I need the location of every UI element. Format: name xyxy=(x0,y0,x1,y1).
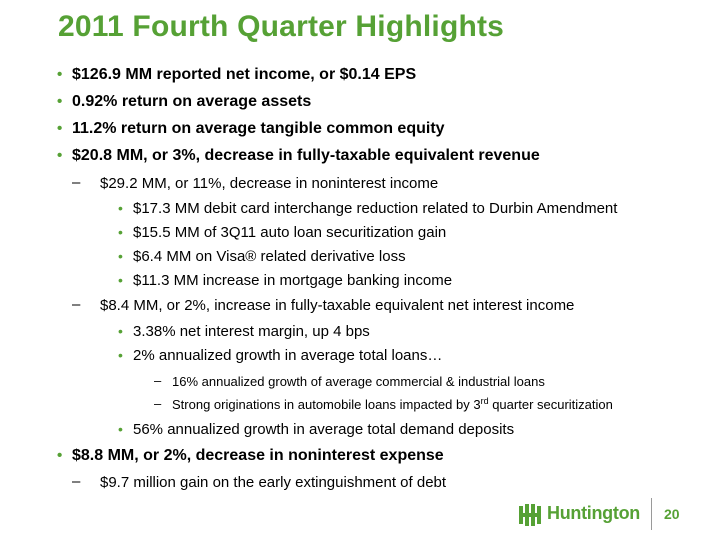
page-number: 20 xyxy=(664,506,680,522)
list-item xyxy=(118,200,618,217)
bullet-text: $8.4 MM, or 2%, increase in fully-taxable equivalent net interest income xyxy=(100,297,575,314)
bullet-text: $17.3 MM debit card interchange reduction related to Durbin Amendment xyxy=(133,200,618,217)
bullet-marker: • xyxy=(57,93,63,110)
bullet-marker: • xyxy=(57,147,63,164)
list-item xyxy=(118,323,370,340)
list-item xyxy=(57,447,444,464)
ordinal-superscript: rd xyxy=(480,396,489,406)
list-item xyxy=(57,66,417,83)
list-item xyxy=(118,248,406,265)
dash-marker: – xyxy=(154,373,162,388)
bullet-text-suffix: quarter securitization xyxy=(488,397,613,412)
list-item xyxy=(57,120,445,137)
bullet-marker: • xyxy=(118,248,123,264)
slide-title: 2011 Fourth Quarter Highlights xyxy=(58,10,505,43)
bullet-marker: • xyxy=(57,447,63,464)
bullet-marker: • xyxy=(118,323,123,339)
bullet-text: 3.38% net interest margin, up 4 bps xyxy=(133,323,370,340)
list-item xyxy=(154,396,613,412)
bullet-marker: • xyxy=(57,66,63,83)
list-item xyxy=(118,421,515,438)
bullet-text: 16% annualized growth of average commercial & industrial loans xyxy=(172,374,545,389)
bullet-text: $6.4 MM on Visa® related derivative loss xyxy=(133,248,406,265)
bullet-text: $29.2 MM, or 11%, decrease in noninterest income xyxy=(100,175,439,192)
bullet-marker: • xyxy=(57,120,63,137)
list-item xyxy=(118,347,443,364)
bullet-text: Strong originations in automobile loans impacted by 3 xyxy=(172,397,481,412)
list-item xyxy=(72,174,439,192)
bullet-text: $9.7 million gain on the early extinguishment of debt xyxy=(100,474,447,491)
list-item xyxy=(57,147,540,164)
dash-marker: – xyxy=(72,296,81,313)
list-item xyxy=(72,473,447,491)
bullet-text: $126.9 MM reported net income, or $0.14 EPS xyxy=(72,66,417,83)
list-item xyxy=(154,373,545,389)
bullet-text: $11.3 MM increase in mortgage banking income xyxy=(133,272,453,289)
bullet-text: $15.5 MM of 3Q11 auto loan securitization gain xyxy=(133,224,447,241)
bullet-text: $8.8 MM, or 2%, decrease in noninterest expense xyxy=(72,447,444,464)
bullet-marker: • xyxy=(118,200,123,216)
bullet-marker: • xyxy=(118,272,123,288)
list-item xyxy=(72,296,575,314)
bullet-marker: • xyxy=(118,224,123,240)
bullet-text: 11.2% return on average tangible common equity xyxy=(72,120,445,137)
list-item xyxy=(57,93,312,110)
logo-wordmark: Huntington xyxy=(547,503,640,523)
huntington-logo xyxy=(519,503,644,527)
list-item xyxy=(118,224,447,241)
bullet-marker: • xyxy=(118,347,123,363)
bullet-text: 2% annualized growth in average total loans… xyxy=(133,347,443,364)
logo-mark-icon xyxy=(519,504,543,526)
bullet-text: 0.92% return on average assets xyxy=(72,93,312,110)
dash-marker: – xyxy=(72,174,81,191)
bullet-marker: • xyxy=(118,421,123,437)
dash-marker: – xyxy=(154,396,162,411)
dash-marker: – xyxy=(72,473,81,490)
bullet-text: 56% annualized growth in average total demand deposits xyxy=(133,421,515,438)
list-item xyxy=(118,272,453,289)
bullet-text: $20.8 MM, or 3%, decrease in fully-taxable equivalent revenue xyxy=(72,147,540,164)
footer-divider xyxy=(651,498,652,530)
